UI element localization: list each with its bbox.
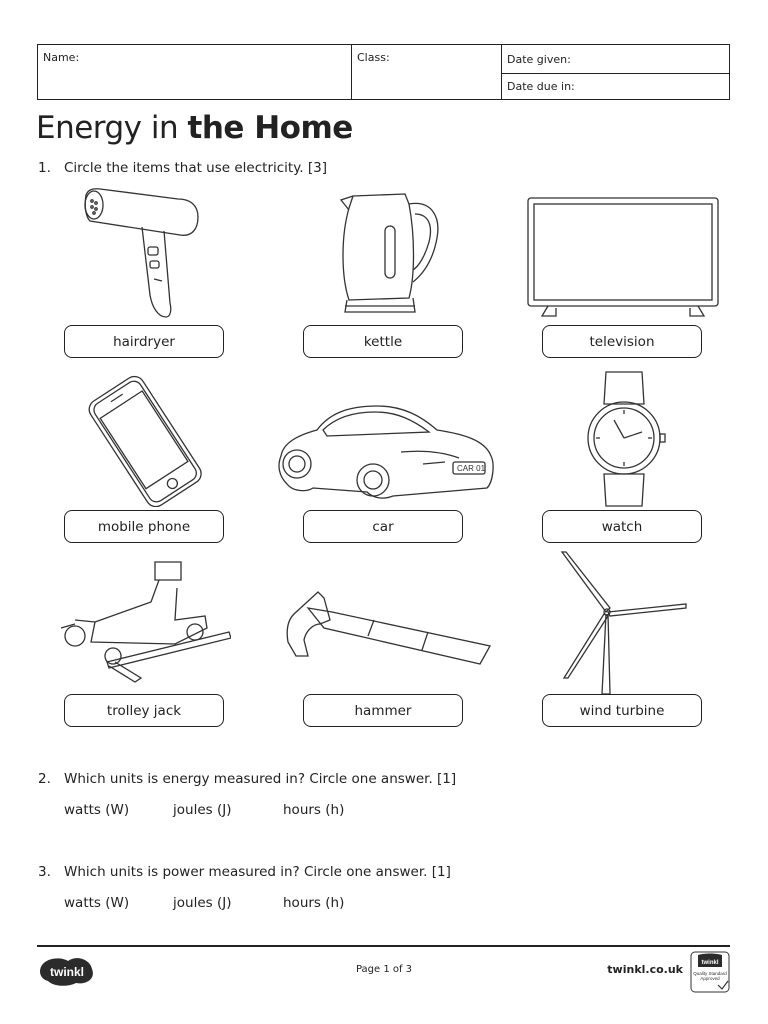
hairdryer-icon bbox=[80, 185, 202, 320]
answer-option[interactable]: watts (W) bbox=[64, 802, 130, 818]
site-url[interactable]: twinkl.co.uk bbox=[607, 963, 683, 976]
answer-option[interactable]: watts (W) bbox=[64, 895, 130, 911]
badge-text: Quality Standard Approved bbox=[693, 971, 727, 981]
page-number: Page 1 of 3 bbox=[355, 964, 413, 975]
name-label: Name: bbox=[43, 51, 80, 64]
car-icon bbox=[273, 400, 499, 506]
date-given-label: Date given: bbox=[507, 53, 571, 66]
item-label-trolley-jack[interactable]: trolley jack bbox=[64, 694, 224, 727]
item-label-kettle[interactable]: kettle bbox=[303, 325, 463, 358]
item-label-television[interactable]: television bbox=[542, 325, 702, 358]
question-number: 2. bbox=[38, 771, 51, 787]
answer-option[interactable]: hours (h) bbox=[283, 895, 345, 911]
title-part-1: Energy in bbox=[36, 110, 188, 146]
divider bbox=[501, 45, 502, 99]
page-title bbox=[36, 110, 353, 146]
badge-brand-text: twinkl bbox=[701, 960, 719, 966]
question-2 bbox=[38, 771, 456, 787]
watch-icon bbox=[586, 370, 666, 508]
quality-badge-icon bbox=[690, 951, 730, 993]
date-due-label: Date due in: bbox=[507, 80, 575, 93]
item-label-hammer[interactable]: hammer bbox=[303, 694, 463, 727]
twinkl-logo-text: twinkl bbox=[49, 965, 85, 979]
wind-turbine-icon bbox=[560, 548, 690, 696]
question-number: 1. bbox=[38, 160, 51, 176]
header-table bbox=[37, 44, 730, 100]
question-text: Circle the items that use electricity. [3] bbox=[64, 160, 327, 176]
item-label-hairdryer[interactable]: hairdryer bbox=[64, 325, 224, 358]
question-1 bbox=[38, 160, 327, 176]
footer-divider bbox=[37, 945, 730, 947]
question-text: Which units is energy measured in? Circle one answer. [1] bbox=[64, 771, 457, 787]
question-3 bbox=[38, 864, 451, 880]
trolley-jack-icon bbox=[55, 558, 231, 686]
question-number: 3. bbox=[38, 864, 51, 880]
car-plate: CAR 01 bbox=[457, 464, 486, 473]
question-text: Which units is power measured in? Circle one answer. [1] bbox=[64, 864, 451, 880]
television-icon bbox=[526, 196, 720, 320]
item-label-mobile-phone[interactable]: mobile phone bbox=[64, 510, 224, 543]
answer-option[interactable]: hours (h) bbox=[283, 802, 345, 818]
title-part-2: the Home bbox=[187, 110, 353, 146]
item-label-watch[interactable]: watch bbox=[542, 510, 702, 543]
answer-option[interactable]: joules (J) bbox=[173, 802, 232, 818]
kettle-icon bbox=[335, 186, 441, 318]
mobile-phone-icon bbox=[80, 375, 212, 507]
divider bbox=[351, 45, 352, 99]
hammer-icon bbox=[280, 590, 494, 672]
item-label-car[interactable]: car bbox=[303, 510, 463, 543]
class-label: Class: bbox=[357, 51, 390, 64]
answer-option[interactable]: joules (J) bbox=[173, 895, 232, 911]
item-label-wind-turbine[interactable]: wind turbine bbox=[542, 694, 702, 727]
divider bbox=[501, 73, 729, 74]
